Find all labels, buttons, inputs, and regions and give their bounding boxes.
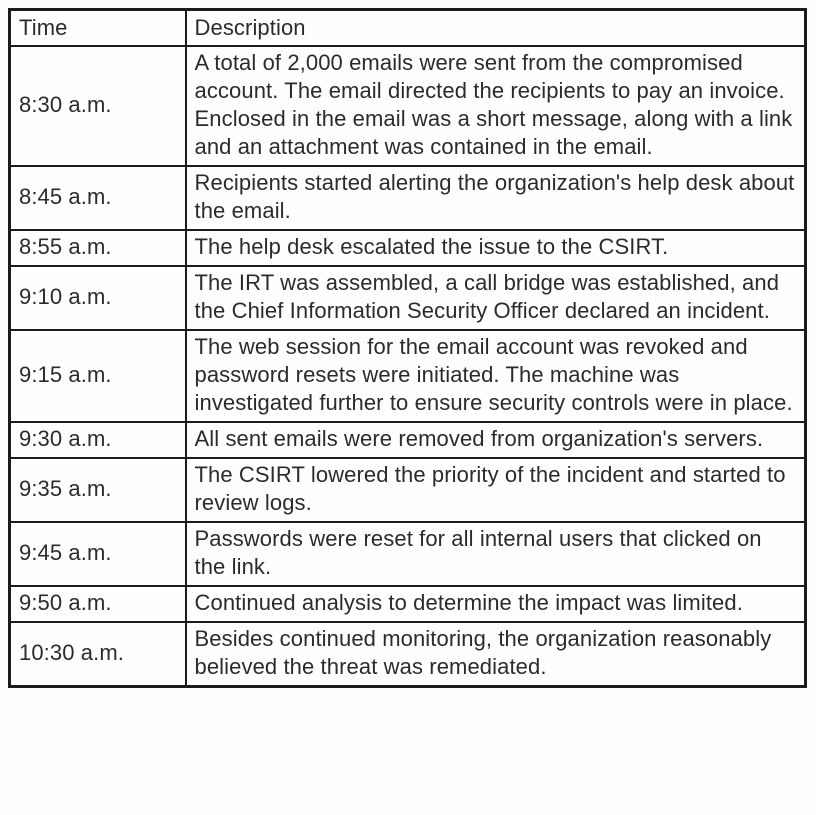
time-cell: 10:30 a.m.: [10, 622, 186, 687]
time-cell: 8:55 a.m.: [10, 230, 186, 266]
time-cell: 9:30 a.m.: [10, 422, 186, 458]
description-cell: Passwords were reset for all internal users that clicked on the link.: [186, 522, 806, 586]
time-cell: 9:10 a.m.: [10, 266, 186, 330]
table-row: [10, 522, 806, 586]
header-row: [10, 10, 806, 47]
description-cell: The help desk escalated the issue to the CSIRT.: [186, 230, 806, 266]
table-row: [10, 422, 806, 458]
description-cell: Recipients started alerting the organization's help desk about the email.: [186, 166, 806, 230]
table-row: [10, 330, 806, 422]
table-row: [10, 46, 806, 166]
description-cell: The IRT was assembled, a call bridge was established, and the Chief Information Security Officer declared an incident.: [186, 266, 806, 330]
table-row: [10, 586, 806, 622]
description-cell: All sent emails were removed from organization's servers.: [186, 422, 806, 458]
time-cell: 9:45 a.m.: [10, 522, 186, 586]
time-cell: 9:50 a.m.: [10, 586, 186, 622]
table-row: [10, 266, 806, 330]
table-row: [10, 458, 806, 522]
table-row: [10, 622, 806, 687]
description-cell: Continued analysis to determine the impact was limited.: [186, 586, 806, 622]
description-cell: Besides continued monitoring, the organization reasonably believed the threat was remediated.: [186, 622, 806, 687]
description-cell: The CSIRT lowered the priority of the incident and started to review logs.: [186, 458, 806, 522]
column-header-time: Time: [10, 10, 186, 47]
time-cell: 8:30 a.m.: [10, 46, 186, 166]
description-cell: A total of 2,000 emails were sent from the compromised account. The email directed the recipients to pay an invoice. Enclosed in the email was a short message, along with a link and an attachment was contained in the email.: [186, 46, 806, 166]
column-header-description: Description: [186, 10, 806, 47]
time-cell: 8:45 a.m.: [10, 166, 186, 230]
time-cell: 9:15 a.m.: [10, 330, 186, 422]
time-cell: 9:35 a.m.: [10, 458, 186, 522]
description-cell: The web session for the email account was revoked and password resets were initiated. The machine was investigated further to ensure security controls were in place.: [186, 330, 806, 422]
incident-timeline-table: [8, 8, 807, 688]
table-row: [10, 166, 806, 230]
table-row: [10, 230, 806, 266]
timeline-table-body: [10, 46, 806, 687]
